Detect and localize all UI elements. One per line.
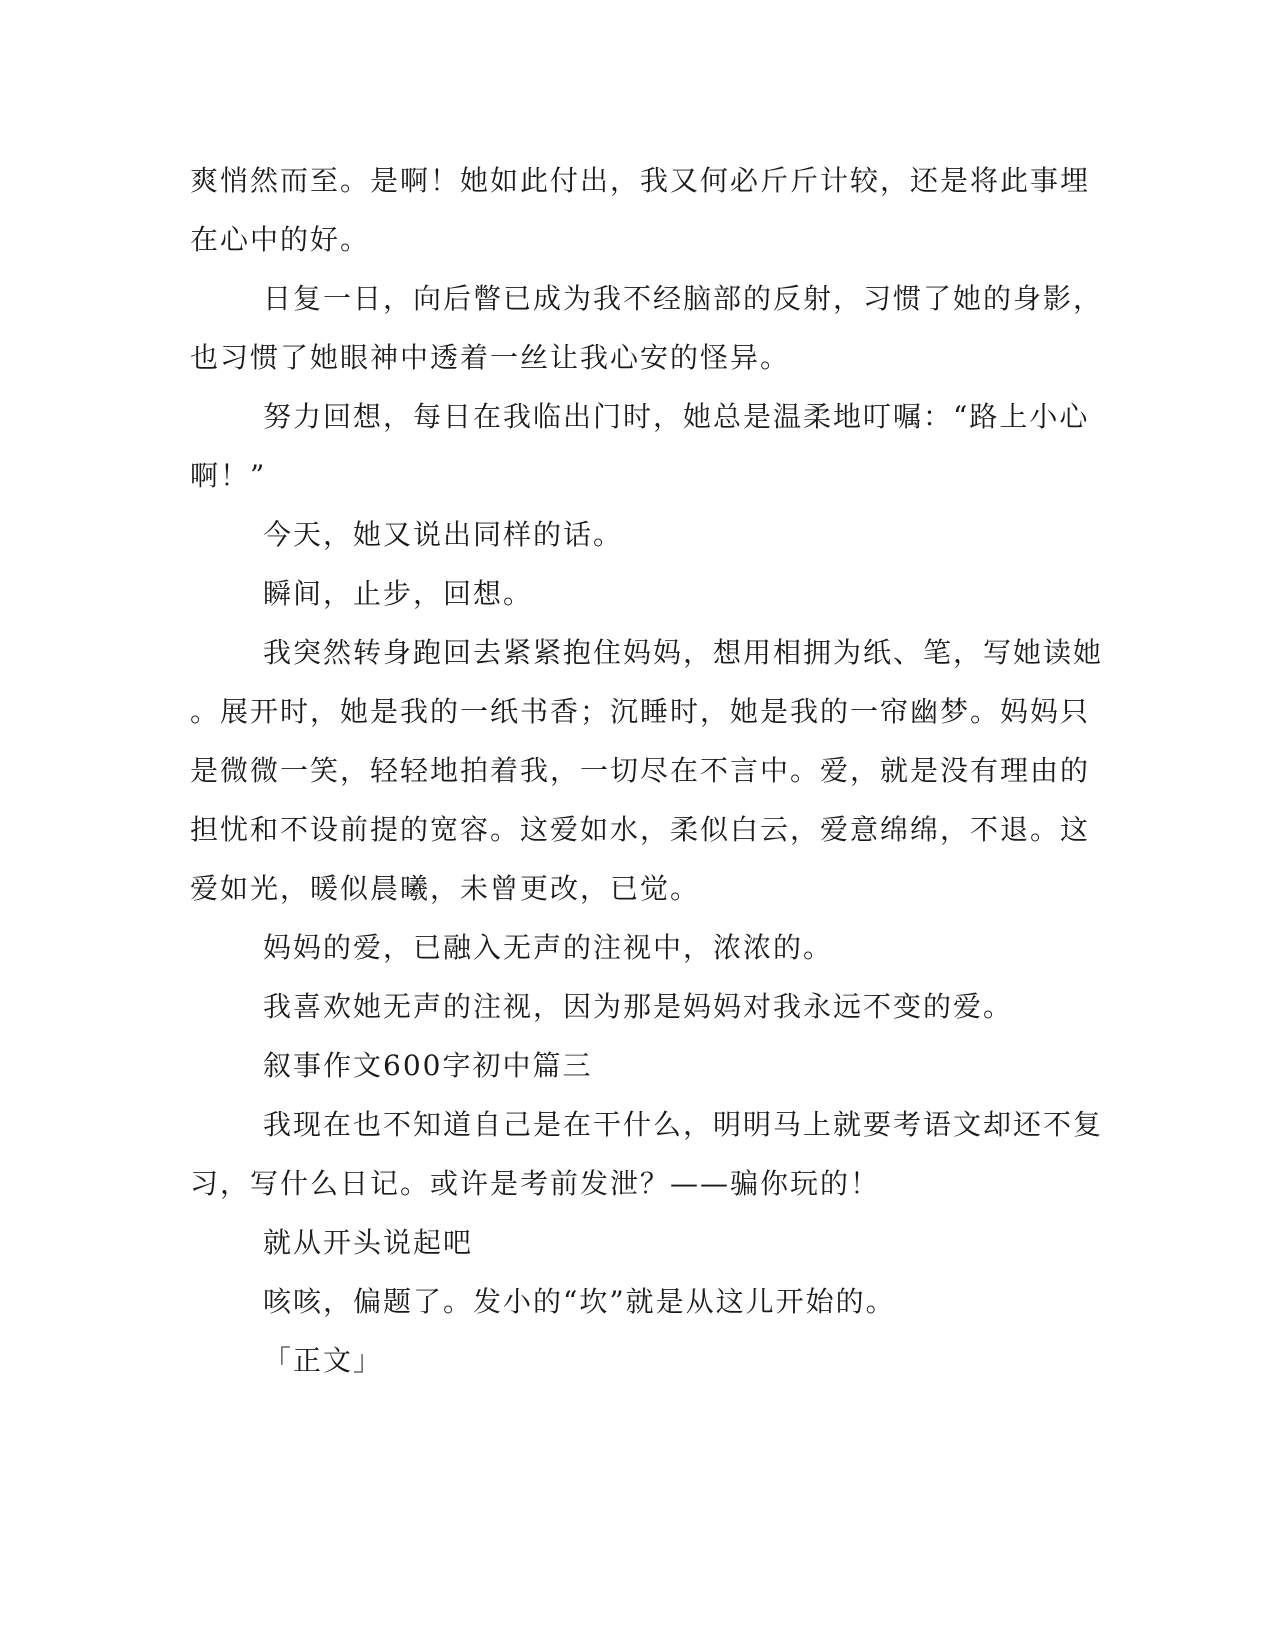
- text-line: 啊！”: [190, 459, 267, 492]
- paragraph-start: 我突然转身跑回去紧紧抱住妈妈，想用相拥为纸、笔，写她读她: [263, 636, 1104, 669]
- paragraph-start: 我现在也不知道自己是在干什么，明明马上就要考语文却还不复: [263, 1108, 1104, 1141]
- text-line: 。展开时，她是我的一纸书香；沉睡时，她是我的一帘幽梦。妈妈只: [190, 695, 1091, 728]
- text-line: 习，写什么日记。或许是考前发泄？——骗你玩的！: [190, 1167, 881, 1200]
- text-line: 担忧和不设前提的宽容。这爱如水，柔似白云，爱意绵绵，不退。这: [190, 813, 1091, 846]
- text-line: 也习惯了她眼神中透着一丝让我心安的怪异。: [190, 341, 791, 374]
- paragraph-start: 日复一日，向后瞥已成为我不经脑部的反射，习惯了她的身影，: [263, 282, 1104, 315]
- text-line: 爽悄然而至。是啊！她如此付出，我又何必斤斤计较，还是将此事埋: [190, 164, 1091, 197]
- paragraph-start: 瞬间，止步，回想。: [263, 577, 534, 610]
- text-line: 是微微一笑，轻轻地拍着我，一切尽在不言中。爱，就是没有理由的: [190, 754, 1091, 787]
- paragraph-start: 我喜欢她无声的注视，因为那是妈妈对我永远不变的爱。: [263, 990, 1014, 1023]
- paragraph-start: 就从开头说起吧: [263, 1226, 474, 1259]
- section-heading: 叙事作文600字初中篇三: [263, 1049, 593, 1082]
- paragraph-start: 「正文」: [263, 1344, 384, 1377]
- paragraph-start: 今天，她又说出同样的话。: [263, 518, 624, 551]
- paragraph-start: 咳咳，偏题了。发小的“坎”就是从这儿开始的。: [263, 1285, 896, 1318]
- text-line: 爱如光，暖似晨曦，未曾更改，已觉。: [190, 872, 701, 905]
- paragraph-start: 妈妈的爱，已融入无声的注视中，浓浓的。: [263, 931, 834, 964]
- text-line: 在心中的好。: [190, 223, 371, 256]
- paragraph-start: 努力回想，每日在我临出门时，她总是温柔地叮嘱：“路上小心: [263, 400, 1090, 433]
